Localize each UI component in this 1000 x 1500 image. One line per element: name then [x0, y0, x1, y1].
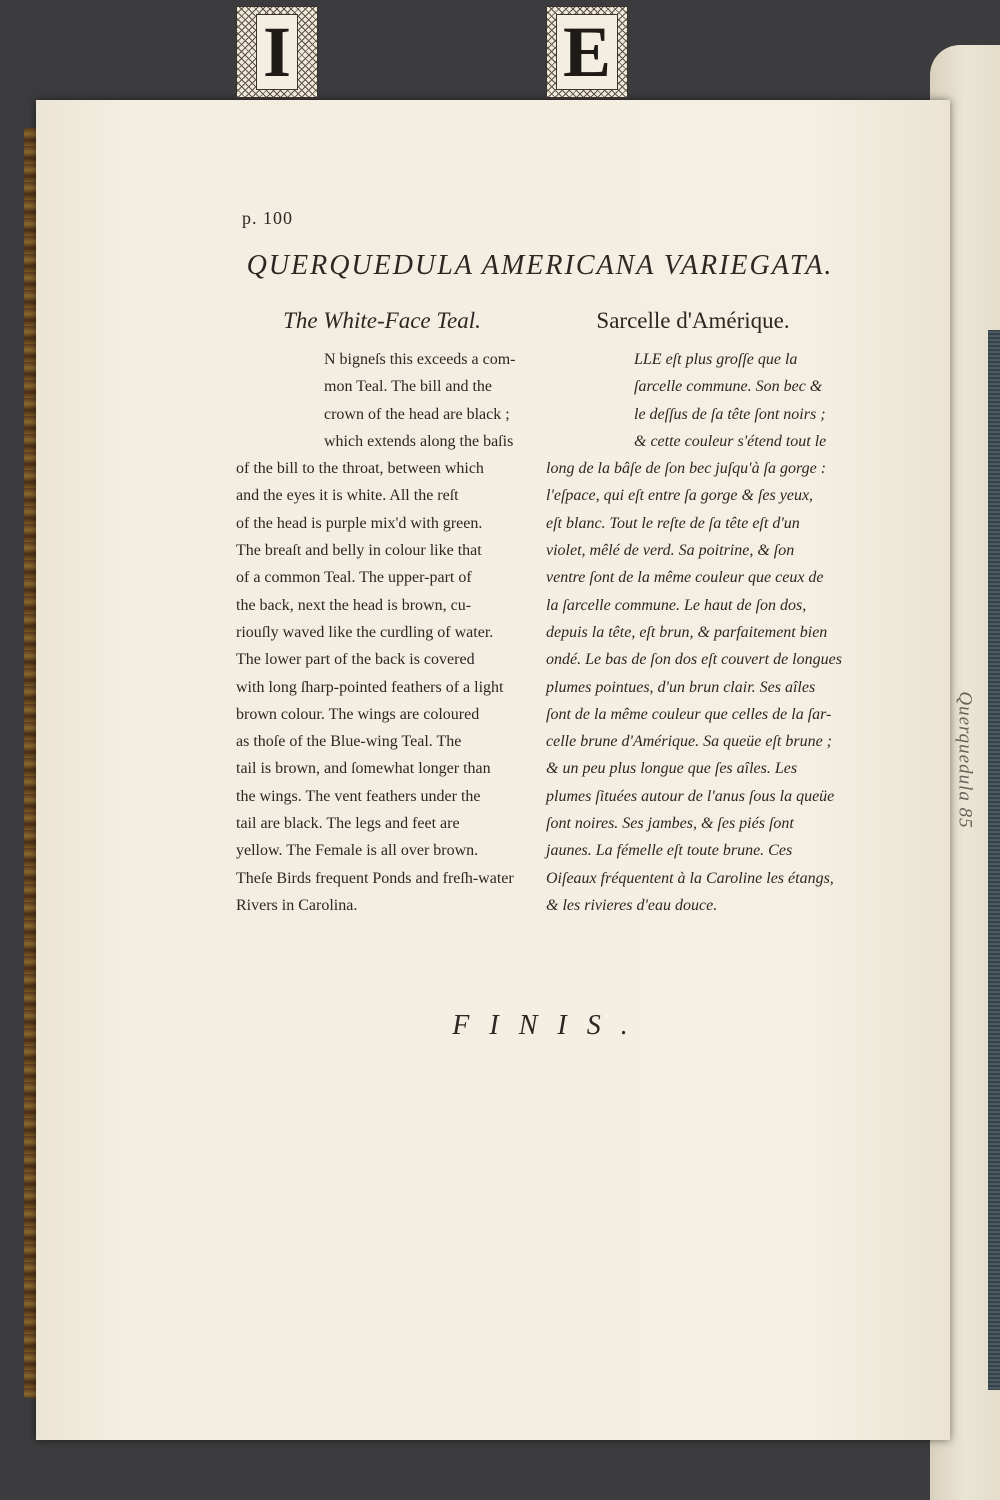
- text-line: crown of the head are black ;: [324, 405, 510, 423]
- french-text-column: [546, 346, 840, 919]
- main-title: QUERQUEDULA AMERICANA VARIEGATA.: [246, 250, 834, 281]
- text-line: le deſſus de ſa tête ſont noirs ;: [634, 405, 826, 423]
- english-title: The White-Face Teal.: [283, 308, 481, 333]
- text-line: which extends along the baſis: [324, 432, 514, 450]
- text-line: the back, next the head is brown, cu-: [236, 596, 472, 614]
- text-line: The breaſt and belly in colour like that: [236, 542, 482, 560]
- text-line: yellow. The Female is all over brown.: [236, 842, 479, 860]
- text-line: riouſly waved like the curdling of water.: [236, 623, 494, 641]
- text-line: The lower part of the back is covered: [236, 651, 475, 669]
- french-title: Sarcelle d'Amérique.: [596, 308, 790, 333]
- text-line: of the bill to the throat, between which: [236, 460, 484, 478]
- english-dropcap-ornament: [236, 6, 318, 98]
- text-line: plumes ſituées autour de l'anus ſous la queüe: [546, 787, 835, 805]
- english-text-column: [236, 346, 528, 919]
- french-dropcap-ornament: [546, 6, 628, 98]
- text-line: depuis la tête, eſt brun, & parfaitement bien: [546, 623, 828, 641]
- text-line: long de la bâſe de ſon bec juſqu'à ſa gorge :: [546, 460, 827, 478]
- text-line: tail is brown, and ſomewhat longer than: [236, 760, 491, 778]
- text-line: with long ſharp-pointed feathers of a light: [236, 678, 504, 696]
- text-line: ventre ſont de la même couleur que ceux de: [546, 569, 824, 587]
- text-line: l'eſpace, qui eſt entre ſa gorge & ſes yeux,: [546, 487, 814, 505]
- text-line: violet, mêlé de verd. Sa poitrine, & ſon: [546, 542, 795, 560]
- text-line: ſont noires. Ses jambes, & ſes piés ſont: [546, 815, 794, 833]
- facing-page-caption: Querquedula 85: [955, 691, 976, 829]
- text-line: & les rivieres d'eau douce.: [546, 896, 718, 914]
- text-line: ſont de la même couleur que celles de la ſar-: [546, 705, 832, 723]
- text-line: mon Teal. The bill and the: [324, 378, 493, 396]
- text-line: & un peu plus longue que ſes aîles. Les: [546, 760, 798, 778]
- text-line: Oiſeaux fréquentent à la Caroline les étangs,: [546, 869, 834, 887]
- finis-text: FINIS.: [452, 1010, 648, 1041]
- text-line: eſt blanc. Tout le reſte de ſa tête eſt d'un: [546, 514, 800, 532]
- text-line: & cette couleur s'étend tout le: [634, 432, 827, 450]
- text-line: brown colour. The wings are coloured: [236, 705, 480, 723]
- text-line: celle brune d'Amérique. Sa queüe eſt brune ;: [546, 733, 832, 751]
- text-line: jaunes. La fémelle eſt toute brune. Ces: [546, 842, 793, 860]
- page-number: p. 100: [242, 208, 293, 228]
- text-line: la ſarcelle commune. Le haut de ſon dos,: [546, 596, 807, 614]
- text-line: LLE eſt plus groſſe que la: [634, 351, 798, 368]
- text-line: tail are black. The legs and feet are: [236, 815, 460, 833]
- text-line: Theſe Birds frequent Ponds and freſh-water: [236, 869, 514, 887]
- facing-plate-engraving: [988, 330, 1000, 1390]
- french-dropcap-letter: E: [556, 14, 618, 90]
- text-line: of a common Teal. The upper-part of: [236, 569, 472, 587]
- text-line: of the head is purple mix'd with green.: [236, 514, 483, 532]
- text-line: Rivers in Carolina.: [236, 896, 358, 914]
- text-line: the wings. The vent feathers under the: [236, 787, 481, 805]
- text-line: ondé. Le bas de ſon dos eſt couvert de longues: [546, 651, 842, 669]
- text-line: N bigneſs this exceeds a com-: [324, 351, 516, 368]
- text-line: plumes pointues, d'un brun clair. Ses aîles: [546, 678, 816, 696]
- text-line: and the eyes it is white. All the reſt: [236, 487, 459, 505]
- text-line: as thoſe of the Blue-wing Teal. The: [236, 733, 462, 751]
- text-line: ſarcelle commune. Son bec &: [634, 378, 823, 396]
- english-dropcap-letter: I: [256, 14, 298, 90]
